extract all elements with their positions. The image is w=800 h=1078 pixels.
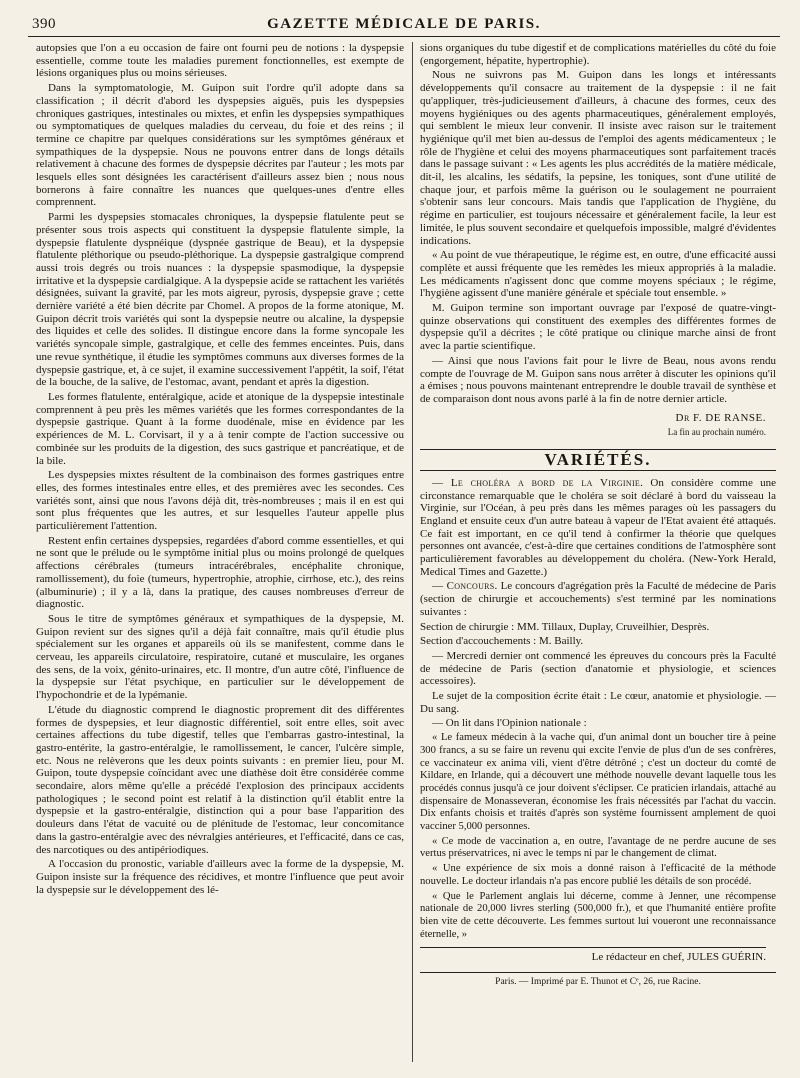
paragraph: Parmi les dyspepsies stomacales chroniques, la dyspepsie flatulente peut se présenter sous trois aspects qui constituent la dyspepsie flatulente simple, la dyspepsie flatulente dyspnéique (dyspnée gastrique de Beau), et la dyspepsie flatulente pléthorique ou pseudo-pléthorique. La dyspepsie gastralgique comprend aussi trois degrés ou trois nuances : la dyspepsie spasmodique, la dyspepsie irritative et la dyspepsie cardialgique. A la dyspepsie acide se rattachent les variétés désignées, suivant la gravité, par les mots aigreur, pyrosis, dyspepsie grave ; cette dernière variété a été bien décrite par Chomel. A propos de la forme atonique, M. Guipon décrit trois variétés qui sont la dyspepsie neutre ou alcaline, la dyspepsie des liquides et celle des solides. Il distingue encore dans la forme syncopale les variétés syncopale simple, gastralgique, et celle des femmes enceintes. Puis, dans une revue synthétique, il étudie les symptômes communs aux diverses formes de la dyspepsie gastrique, et, à ce sujet, il examine successivement l'appétit, la soif, l'état de la bouche, de la salive, de l'estomac, avant, pendant et après la digestion. xyxy=(36,211,404,389)
page-number: 390 xyxy=(32,16,56,32)
run-in-heading: — Concours. xyxy=(432,580,498,593)
quote-paragraph: « Que le Parlement anglais lui décerne, comme à Jenner, une récompense nationale de 20,000 livres sterling (500,000 fr.), et que l'humanité entière profite bien vite de cette découverte. Les femmes surtout lui voueront une reconnaissance éternelle, » xyxy=(420,890,776,940)
quote-paragraph: « Une expérience de six mois a donné raison à l'efficacité de la méthode nouvelle. Le docteur irlandais n'a pas encore publié les détails de son procédé. xyxy=(420,863,776,887)
paragraph: M. Guipon termine son important ouvrage par l'exposé de quatre-vingt-quinze observations qui constituent des exemples des différentes formes de dyspepsie qu'il a décrites ; le côté pratique ou clinique marche ainsi de front avec la partie scientifique. xyxy=(420,302,776,353)
author-signature: Dr F. DE RANSE. xyxy=(675,411,766,424)
nomination-line: Section de chirurgie : MM. Tillaux, Duplay, Cruveilhier, Desprès. xyxy=(420,620,710,633)
paragraph: L'étude du diagnostic comprend le diagnostic proprement dit des différentes formes de dyspepsies, et leur diagnostic différentiel, soit entre elles, soit avec certaines affections du tube digestif, telles que l'embarras gastro-intestinal, la gastro-entérite, la gastro-entéralgie, le ramollissement, le cancer, l'ulcère simple, etc. Nous ne relèverons que les deux points suivants : en premier lieu, pour M. Guipon, toute dyspepsie coïncidant avec une diathèse doit être considérée comme secondaire, alors même qu'elle a précédé l'explosion des principaux accidents pathologiques ; le second point est relatif à la distinction qu'il établit entre la dyspepsie et la gastro-entéralgie, distinction qui a pour base l'apparition des douleurs dans l'état de vacuité ou de plénitude de l'estomac, leur concomitance dans la gastro-entéralgie avec des névralgies antérieures, et l'efficacité, dans ce cas, des narcotiques ou des antipériodiques. xyxy=(36,703,404,856)
left-column xyxy=(36,42,404,898)
printer-imprint: Paris. — Imprimé par E. Thunot et Cᵉ, 26, rue Racine. xyxy=(420,972,776,989)
paragraph: Les dyspepsies mixtes résultent de la combinaison des formes gastriques entre elles, des formes intestinales entre elles, et des premières avec les secondes. Ces variétés sont, ainsi que nous l'avons déjà dit, très-nombreuses ; mais il en est qui sont plus fréquentes que les autres, et sur lesquelles l'auteur appelle plus particulièrement l'attention. xyxy=(36,469,404,533)
news-text: Le concours d'agrégation près la Faculté de médecine de Paris (section de chirurgie et accouchements) s'est terminé par les nominations suivantes : xyxy=(420,580,777,618)
paragraph: Restent enfin certaines dyspepsies, regardées d'abord comme essentielles, et qui ne sont que le prélude ou le symptôme initial plus ou moins prolongé de quelques affections cérébrales (tumeurs intracérébrales, encéphalite chronique, ramollissement), du foie (tumeurs, hypertrophie, atrophie, cirrhose, etc.), des reins (albuminurie) ; il y a là, dans la pratique, des causes nombreuses d'erreur de diagnostic. xyxy=(36,534,404,611)
quote-paragraph: « Ce mode de vaccination a, en outre, l'avantage de ne perdre aucune de ses vertus préservatrices, ni avec le temps ni par le changement de climat. xyxy=(420,835,776,860)
paragraph: autopsies que l'on a eu occasion de faire ont fourni peu de notions : la dyspepsie essentielle, comme toute les maladies purement fonctionnelles, est exempte de lésions organiques plus ou moins sérieuses. xyxy=(36,42,404,80)
paragraph: Les formes flatulente, entéralgique, acide et atonique de la dyspepsie intestinale comprennent à peu près les mêmes variétés que les formes correspondantes de la dyspepsie gastrique. Quant à la forme duodénale, mise en évidence par les expériences de M. L. Corvisart, il y a à tenir compte de l'action successive ou combinée sur les produits de la digestion, des sucs gastrique et pancréatique, et de la bile. xyxy=(36,390,404,467)
paragraph: Nous ne suivrons pas M. Guipon dans les longs et intéressants développements qu'il consacre au traitement de la dyspepsie : il ne fait qu'appliquer, très-judicieusement d'ailleurs, à chacune des formes, ceux des moyens hygiéniques ou des agents pharmaceutiques, généralement employés, qui semblent le mieux leur convenir. Il insiste avec raison sur le traitement hygiénique qu'il met bien au-dessus de l'emploi des agents médicamenteux ; le rôle de l'hygiène et celui des moyens pharmaceutiques sont parfaitement tracés dans le passage suivant : « Les agents les plus accrédités de la matière médicale, dit-il, les alcalins, les sédatifs, la pepsine, les toniques, sont d'une utilité de chaque jour, et parfois même la guérison ou le soulagement ne pourraient s'obtenir sans leur concours. Mais tandis que l'application de l'hygiène, du régime en particulier, est toujours nécessaire et généralement facile, la leur est limitée, le plus souvent secondaire et quelquefois impossible, malgré d'évidentes indications. xyxy=(420,69,776,247)
news-text: On considère comme une circonstance remarquable que le choléra se soit déclaré à bord du vaisseau la Virginie, sur l'Océan, à peu près dans les mêmes parages où les passagers du England et ensuite ceux d'un autre bateau à vapeur de l'Etat avaient été attaqués. Ce fait est important, en ce qu'il tend à confirmer la théorie que quelques personnes ont avancée, c'est-à-dire que certaines conditions de l'atmosphère sont particulièrement favorables au développement du choléra. (New-York Herald, Medical Times and Gazette.) xyxy=(420,476,776,578)
run-in-heading: — Le choléra a bord de la Virginie. xyxy=(432,476,644,489)
paragraph: sions organiques du tube digestif et de complications matérielles du côté du foie (engorgement, hépatite, hypertrophie). xyxy=(420,42,776,67)
news-item-mercredi: — Mercredi dernier ont commencé les épreuves du concours près la Faculté de médecine de Paris (section d'anatomie et physiologie, et sciences accessoires). xyxy=(420,649,776,688)
paragraph: Sous le titre de symptômes généraux et sympathiques de la dyspepsie, M. Guipon revient sur des signes qu'il a déjà fait connaître, mais qu'il étudie plus spécialement sur les organes et appareils où ils se manifestent, comme dans le cerveau, les appareils circulatoire, respiratoire, cutané et musculaire, les organes des sens, de la voix, génito-urinaires, etc. Il montre, d'un autre côté, l'influence de la dyspepsie sur l'état psychique, en particulier sur le développement de l'hypochondrie et de la lypémanie. xyxy=(36,612,404,702)
quote-paragraph: « Le fameux médecin à la vache qui, d'un animal dont un boucher tire à peine 300 francs, a su se faire un revenu qui excite l'envie de plus d'un de ses confrères, ce vaccinateur ex anima vili, vient d'être détrôné ; c'est un docteur du comté de Kildare, en Irlande, qui a découvert une méthode nouvelle devant laquelle tous les procédés connus jusqu'à ce jour doivent s'éclipser. Ce praticien irlandais, attaché au dispensaire de Monasseveran, économise les frais nécessités par l'achat du vaccin. Dix enfants choisis et traités d'après son système fournissent amplement de quoi vacciner 5,000 personnes. xyxy=(420,732,776,833)
news-item-concours xyxy=(420,580,776,618)
journal-title: GAZETTE MÉDICALE DE PARIS. xyxy=(267,16,541,32)
paragraph: — Ainsi que nous l'avions fait pour le livre de Beau, nous avons rendu compte de l'ouvrage de M. Guipon sans nous arrêter à discuter les opinions qu'il a émises ; nous pouvons maintenant entreprendre le double travail de synthèse et de comparaison dont nous avons parlé à la fin de notre dernier article. xyxy=(420,354,776,405)
paragraph: « Au point de vue thérapeutique, le régime est, en outre, d'une efficacité aussi complète et aussi fréquente que les remèdes les mieux appropriés à la maladie. Les médicaments n'agissent donc que comme moyens spéciaux ; le régime, l'hygiène agissent d'une manière générale et spéciale tout ensemble. » xyxy=(420,249,776,300)
paragraph: Dans la symptomatologie, M. Guipon suit l'ordre qu'il adopte dans sa classification ; il décrit d'abord les dyspepsies aiguës, puis les dyspepsies chroniques gastriques, intestinales ou mixtes, et enfin les dyspepsies sympathiques ou symptomatiques de quelques maladies du cerveau, du foie et des reins ; il termine ce chapitre par quelques considérations sur les symptômes généraux et sympathiques de la dyspepsie. Nous ne pouvons entrer dans de longs détails relativement à chacune des formes de dyspepsie décrites par l'auteur ; les mots par lesquels elles sont désignées les caractérisent d'ailleurs assez bien ; nous nous bornerons à faire connaître les nuances que quelques-unes d'entre elles comprennent. xyxy=(36,82,404,209)
right-column xyxy=(420,42,776,989)
news-item-opinion: — On lit dans l'Opinion nationale : xyxy=(432,717,587,730)
nomination-line: Section d'accouchements : M. Bailly. xyxy=(420,635,584,648)
quoted-article xyxy=(420,732,776,941)
continuation-note: La fin au prochain numéro. xyxy=(667,427,766,438)
column-divider xyxy=(412,42,413,1062)
editor-line: Le rédacteur en chef, JULES GUÉRIN. xyxy=(420,947,766,964)
page-header xyxy=(28,10,780,37)
news-item-sujet: Le sujet de la composition écrite était : Le cœur, anatomie et physiologie. — Du sang. xyxy=(420,690,776,715)
paragraph: A l'occasion du pronostic, variable d'ailleurs avec la forme de la dyspepsie, M. Guipon insiste sur la fréquence des récidives, et montre l'influence que peut avoir la dyspepsie sur le développement des lé- xyxy=(36,858,404,896)
news-item-cholera xyxy=(420,477,776,579)
section-title-varietes: VARIÉTÉS. xyxy=(420,449,776,471)
